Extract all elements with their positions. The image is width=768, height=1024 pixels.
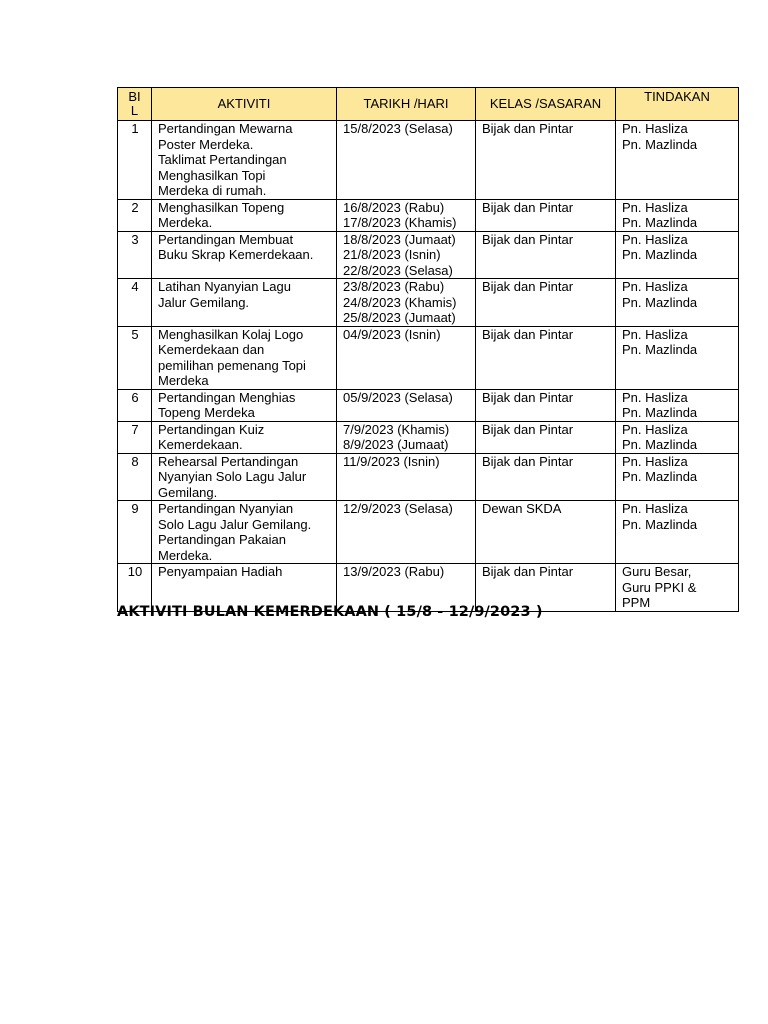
tarikh-line: 18/8/2023 (Jumaat) (343, 231, 456, 247)
aktiviti-line: Pertandingan Nyanyian (158, 501, 294, 516)
cell-bil: 3 (118, 231, 152, 279)
kelas-line: Bijak dan Pintar (482, 564, 574, 579)
aktiviti-line: Menghasilkan Kolaj Logo (158, 326, 304, 342)
kelas-line: Bijak dan Pintar (482, 279, 574, 294)
aktiviti-line: Jalur Gemilang. (158, 294, 250, 310)
cell-tindakan (616, 389, 739, 421)
tindakan-line: Pn. Hasliza (622, 421, 688, 437)
aktiviti-line: pemilihan pemenang Topi (158, 357, 306, 373)
cell-aktiviti (152, 326, 337, 389)
tarikh-line: 8/9/2023 (Jumaat) (343, 437, 449, 452)
tarikh-line: 13/9/2023 (Rabu) (343, 564, 445, 579)
table-row (118, 453, 739, 501)
tindakan-line: Pn. Mazlinda (622, 437, 698, 452)
aktiviti-line: Merdeka. (158, 547, 213, 563)
tarikh-line: 12/9/2023 (Selasa) (343, 501, 453, 516)
aktiviti-line: Kemerdekaan dan (158, 342, 265, 357)
cell-aktiviti (152, 421, 337, 453)
table-row (118, 279, 739, 327)
cell-tarikh (337, 501, 476, 564)
tarikh-line: 7/9/2023 (Khamis) (343, 421, 450, 437)
kelas-line: Bijak dan Pintar (482, 389, 574, 405)
tindakan-line: Pn. Mazlinda (622, 405, 698, 420)
cell-bil: 5 (118, 326, 152, 389)
tindakan-line: Pn. Hasliza (622, 453, 688, 469)
tindakan-line: PPM (622, 595, 651, 610)
tarikh-line: 22/8/2023 (Selasa) (343, 262, 453, 278)
cell-aktiviti (152, 453, 337, 501)
cell-tindakan (616, 326, 739, 389)
cell-kelas (476, 389, 616, 421)
cell-aktiviti (152, 231, 337, 279)
tarikh-line: 17/8/2023 (Khamis) (343, 215, 457, 230)
cell-kelas (476, 453, 616, 501)
table-row (118, 199, 739, 231)
tindakan-line: Pn. Mazlinda (622, 516, 698, 532)
tarikh-line: 11/9/2023 (Isnin) (343, 453, 440, 469)
table-row (118, 389, 739, 421)
cell-bil: 6 (118, 389, 152, 421)
table-row (118, 501, 739, 564)
tindakan-line: Guru PPKI & (622, 579, 697, 595)
cell-tindakan (616, 501, 739, 564)
aktiviti-line: Penyampaian Hadiah (158, 564, 283, 579)
cell-tarikh (337, 121, 476, 200)
tarikh-line: 23/8/2023 (Rabu) (343, 279, 445, 294)
tindakan-line: Pn. Hasliza (622, 501, 688, 516)
aktiviti-line: Taklimat Pertandingan (158, 152, 287, 167)
tarikh-line: 21/8/2023 (Isnin) (343, 247, 441, 262)
tindakan-line: Pn. Mazlinda (622, 469, 698, 484)
aktiviti-line: Menghasilkan Topeng (158, 199, 285, 215)
cell-tindakan (616, 453, 739, 501)
tindakan-line: Pn. Mazlinda (622, 247, 698, 262)
header-tarikh: TARIKH /HARI (337, 88, 476, 121)
header-bil-line2: L (130, 103, 139, 118)
kelas-line: Bijak dan Pintar (482, 231, 574, 247)
tindakan-line: Guru Besar, (622, 564, 692, 579)
table-row (118, 121, 739, 200)
kelas-line: Bijak dan Pintar (482, 121, 574, 136)
kelas-line: Dewan SKDA (482, 501, 562, 516)
aktiviti-line: Pertandingan Menghias (158, 389, 296, 405)
cell-tindakan (616, 199, 739, 231)
tarikh-line: 16/8/2023 (Rabu) (343, 199, 445, 215)
cell-tarikh (337, 279, 476, 327)
kelas-line: Bijak dan Pintar (482, 453, 574, 469)
activity-table (117, 87, 739, 612)
aktiviti-line: Rehearsal Pertandingan (158, 453, 299, 469)
cell-tindakan (616, 564, 739, 612)
tindakan-line: Pn. Hasliza (622, 389, 688, 405)
aktiviti-line: Poster Merdeka. (158, 136, 254, 152)
cell-tarikh (337, 453, 476, 501)
tindakan-line: Pn. Mazlinda (622, 136, 698, 152)
cell-aktiviti (152, 279, 337, 327)
cell-bil: 2 (118, 199, 152, 231)
aktiviti-line: Nyanyian Solo Lagu Jalur (158, 469, 307, 484)
table-row (118, 421, 739, 453)
cell-kelas (476, 231, 616, 279)
cell-bil: 7 (118, 421, 152, 453)
tarikh-line: 15/8/2023 (Selasa) (343, 121, 453, 136)
cell-kelas (476, 279, 616, 327)
header-bil-line1: BI (128, 89, 141, 104)
header-aktiviti: AKTIVITI (152, 88, 337, 121)
table-header-row (118, 88, 739, 121)
table-row (118, 231, 739, 279)
header-tindakan: TINDAKAN (616, 88, 739, 121)
aktiviti-line: Menghasilkan Topi (158, 167, 266, 183)
aktiviti-line: Pertandingan Mewarna (158, 121, 293, 136)
aktiviti-line: Buku Skrap Kemerdekaan. (158, 247, 314, 262)
tarikh-line: 04/9/2023 (Isnin) (343, 326, 441, 342)
tindakan-line: Pn. Mazlinda (622, 294, 698, 310)
aktiviti-line: Pertandingan Membuat (158, 231, 294, 247)
tindakan-line: Pn. Mazlinda (622, 215, 698, 230)
tarikh-line: 05/9/2023 (Selasa) (343, 389, 453, 405)
aktiviti-line: Pertandingan Kuiz (158, 421, 265, 437)
document-title: AKTIVITI BULAN KEMERDEKAAN ( 15/8 - 12/9/2023 ) (117, 604, 543, 620)
tindakan-line: Pn. Mazlinda (622, 342, 698, 357)
tindakan-line: Pn. Hasliza (622, 121, 688, 136)
tarikh-line: 24/8/2023 (Khamis) (343, 294, 457, 310)
tindakan-line: Pn. Hasliza (622, 231, 688, 247)
aktiviti-line: Topeng Merdeka (158, 405, 255, 420)
tindakan-line: Pn. Hasliza (622, 326, 688, 342)
table-body (118, 121, 739, 612)
cell-aktiviti (152, 501, 337, 564)
cell-kelas (476, 421, 616, 453)
aktiviti-line: Merdeka di rumah. (158, 183, 267, 198)
cell-kelas (476, 326, 616, 389)
header-bil (118, 88, 152, 121)
header-kelas: KELAS /SASARAN (476, 88, 616, 121)
aktiviti-line: Solo Lagu Jalur Gemilang. (158, 516, 312, 532)
cell-bil: 4 (118, 279, 152, 327)
aktiviti-line: Pertandingan Pakaian (158, 532, 286, 547)
cell-aktiviti (152, 121, 337, 200)
aktiviti-line: Latihan Nyanyian Lagu (158, 279, 291, 294)
cell-bil: 10 (118, 564, 152, 612)
cell-tarikh (337, 199, 476, 231)
kelas-line: Bijak dan Pintar (482, 199, 574, 215)
cell-bil: 1 (118, 121, 152, 200)
table-row (118, 326, 739, 389)
cell-tarikh (337, 389, 476, 421)
aktiviti-line: Kemerdekaan. (158, 437, 243, 452)
cell-bil: 8 (118, 453, 152, 501)
cell-tindakan (616, 121, 739, 200)
cell-kelas (476, 501, 616, 564)
cell-tindakan (616, 421, 739, 453)
cell-bil: 9 (118, 501, 152, 564)
cell-tindakan (616, 279, 739, 327)
cell-aktiviti (152, 389, 337, 421)
cell-kelas (476, 121, 616, 200)
cell-tarikh (337, 421, 476, 453)
kelas-line: Bijak dan Pintar (482, 421, 574, 437)
tarikh-line: 25/8/2023 (Jumaat) (343, 310, 456, 325)
aktiviti-line: Merdeka. (158, 215, 213, 230)
tindakan-line: Pn. Hasliza (622, 199, 688, 215)
kelas-line: Bijak dan Pintar (482, 326, 574, 342)
cell-kelas (476, 199, 616, 231)
cell-tarikh (337, 326, 476, 389)
cell-tarikh (337, 231, 476, 279)
cell-aktiviti (152, 199, 337, 231)
tindakan-line: Pn. Hasliza (622, 279, 688, 294)
aktiviti-line: Gemilang. (158, 484, 218, 500)
aktiviti-line: Merdeka (158, 373, 209, 388)
cell-tindakan (616, 231, 739, 279)
